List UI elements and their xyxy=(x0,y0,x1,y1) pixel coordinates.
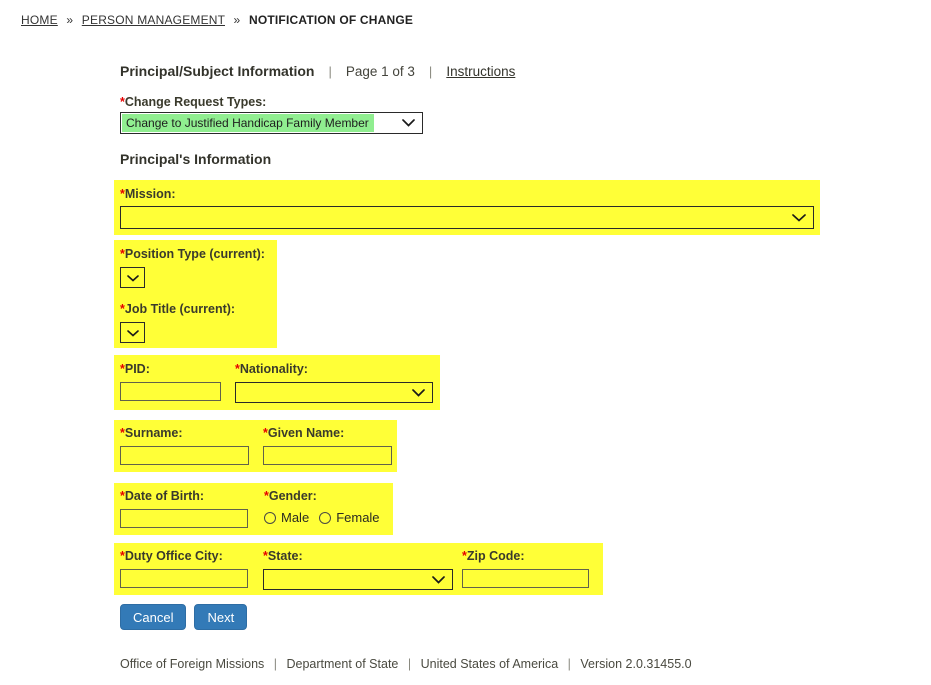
required-asterisk: * xyxy=(120,362,125,376)
change-request-types-select[interactable] xyxy=(120,112,423,134)
given-name-label: *Given Name: xyxy=(263,426,345,440)
footer-divider: | xyxy=(567,657,571,671)
pid-input[interactable] xyxy=(120,382,221,401)
chevron-down-icon xyxy=(127,269,139,287)
page-footer xyxy=(120,657,824,671)
nationality-select[interactable] xyxy=(235,382,433,403)
duty-office-field-group xyxy=(114,543,603,595)
zip-code-input[interactable] xyxy=(462,569,589,588)
required-asterisk: * xyxy=(120,489,125,503)
duty-office-city-label: *Duty Office City: xyxy=(120,549,223,563)
required-asterisk: * xyxy=(120,302,125,316)
instructions-link[interactable]: Instructions xyxy=(446,64,516,79)
mission-field-group xyxy=(114,180,820,235)
state-label: *State: xyxy=(263,549,303,563)
dob-gender-field-group xyxy=(114,483,393,535)
cancel-button[interactable]: Cancel xyxy=(120,604,186,630)
radio-button-icon[interactable] xyxy=(264,512,276,524)
job-title-select[interactable] xyxy=(120,322,145,343)
required-asterisk: * xyxy=(235,362,240,376)
required-asterisk: * xyxy=(263,426,268,440)
surname-givenname-field-group xyxy=(114,420,397,472)
section-title-principals-information: Principal's Information xyxy=(120,151,272,167)
footer-department-text: Department of State xyxy=(286,657,399,671)
footer-divider: | xyxy=(273,657,278,671)
chevron-down-icon xyxy=(432,571,445,589)
chevron-down-icon xyxy=(412,384,425,402)
position-type-label: *Position Type (current): xyxy=(120,247,265,261)
required-asterisk: * xyxy=(120,426,125,440)
breadcrumb-person-management-link[interactable]: PERSON MANAGEMENT xyxy=(81,13,225,27)
next-button[interactable]: Next xyxy=(194,604,247,630)
chevron-down-icon xyxy=(127,324,139,342)
required-asterisk: * xyxy=(120,95,125,109)
surname-input[interactable] xyxy=(120,446,249,465)
breadcrumb-separator: » xyxy=(233,13,241,27)
breadcrumb-home-link[interactable]: HOME xyxy=(21,13,58,27)
required-asterisk: * xyxy=(462,549,467,563)
page-title: Principal/Subject Information xyxy=(120,63,315,79)
footer-office-text: Office of Foreign Missions xyxy=(120,657,265,671)
nationality-label: *Nationality: xyxy=(235,362,308,376)
given-name-input[interactable] xyxy=(263,446,392,465)
required-asterisk: * xyxy=(264,489,269,503)
state-select[interactable] xyxy=(263,569,453,590)
required-asterisk: * xyxy=(263,549,268,563)
gender-female-label: Female xyxy=(336,510,380,525)
action-buttons xyxy=(120,604,824,630)
mission-label: *Mission: xyxy=(120,187,176,201)
page-header xyxy=(120,63,824,79)
main-content xyxy=(114,63,824,671)
required-asterisk: * xyxy=(120,247,125,261)
breadcrumb-separator: » xyxy=(66,13,74,27)
change-request-selected-option: Change to Justified Handicap Family Member xyxy=(122,114,374,132)
breadcrumb-current-page: NOTIFICATION OF CHANGE xyxy=(248,13,414,27)
mission-select[interactable] xyxy=(120,206,814,229)
gender-label: *Gender: xyxy=(264,489,317,503)
duty-office-city-input[interactable] xyxy=(120,569,248,588)
position-type-select[interactable] xyxy=(120,267,145,288)
required-asterisk: * xyxy=(120,549,125,563)
gender-male-radio[interactable] xyxy=(264,510,309,525)
date-of-birth-label: *Date of Birth: xyxy=(120,489,205,503)
pid-nationality-field-group xyxy=(114,355,440,410)
radio-button-icon[interactable] xyxy=(319,512,331,524)
header-divider: | xyxy=(328,64,332,79)
gender-female-radio[interactable] xyxy=(319,510,379,525)
page-indicator: Page 1 of 3 xyxy=(345,64,415,79)
chevron-down-icon xyxy=(792,209,806,227)
gender-radio-group xyxy=(264,510,380,525)
surname-label: *Surname: xyxy=(120,426,183,440)
position-job-field-group xyxy=(114,240,277,348)
breadcrumb xyxy=(0,0,931,27)
required-asterisk: * xyxy=(120,187,125,201)
date-of-birth-input[interactable] xyxy=(120,509,248,528)
footer-version-text: Version 2.0.31455.0 xyxy=(580,657,692,671)
zip-code-label: *Zip Code: xyxy=(462,549,525,563)
header-divider: | xyxy=(428,64,433,79)
footer-country-text: United States of America xyxy=(420,657,559,671)
change-request-types-label: *Change Request Types: xyxy=(120,95,267,109)
pid-label: *PID: xyxy=(120,362,150,376)
chevron-down-icon xyxy=(402,114,415,132)
gender-male-label: Male xyxy=(281,510,310,525)
footer-divider: | xyxy=(407,657,412,671)
job-title-label: *Job Title (current): xyxy=(120,302,236,316)
